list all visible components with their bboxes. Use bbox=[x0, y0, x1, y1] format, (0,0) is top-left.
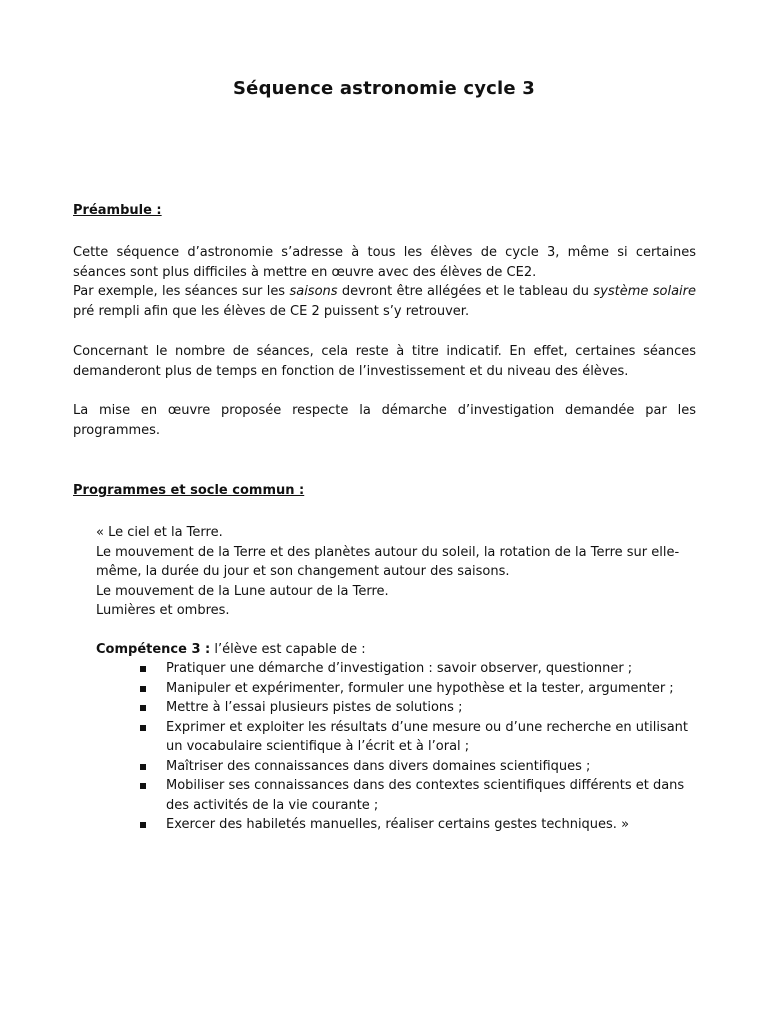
programmes-line: Le mouvement de la Terre et des planètes autour du soleil, la rotation de la Terre sur elle-même, la durée du jour et son changement autour des saisons. bbox=[96, 544, 680, 579]
text-fragment: devront être allégées et le tableau du bbox=[337, 284, 594, 299]
preambule-text-2 bbox=[73, 282, 696, 321]
programmes-line: Lumières et ombres. bbox=[96, 603, 230, 618]
skill-text: Maîtriser des connaissances dans divers domaines scientifiques ; bbox=[166, 758, 591, 774]
list-item bbox=[138, 718, 698, 757]
list-item bbox=[138, 679, 698, 699]
preambule-paragraph-1 bbox=[73, 243, 696, 321]
preambule-text-3: Concernant le nombre de séances, cela reste à titre indicatif. En effet, certaines séances demanderont plus de temps en fonction de l’investissement et du niveau des élèves. bbox=[73, 344, 696, 379]
preambule-text-1: Cette séquence d’astronomie s’adresse à tous les élèves de cycle 3, même si certaines séances sont plus difficiles à mettre en œuvre avec des élèves de CE2. bbox=[73, 245, 696, 280]
competence-line bbox=[96, 640, 366, 660]
bullet-square-icon bbox=[140, 783, 146, 789]
bullet-square-icon bbox=[140, 822, 146, 828]
skill-text: Mobiliser ses connaissances dans des contextes scientifiques différents et dans des activités de la vie courante ; bbox=[166, 778, 685, 813]
bullet-square-icon bbox=[140, 686, 146, 692]
skill-text: Exercer des habiletés manuelles, réaliser certains gestes techniques. » bbox=[166, 817, 630, 832]
document-title: Séquence astronomie cycle 3 bbox=[233, 78, 535, 99]
emphasis-saisons: saisons bbox=[289, 284, 338, 299]
preambule-heading: Préambule : bbox=[73, 203, 162, 218]
programmes-line: Le mouvement de la Lune autour de la Terre. bbox=[96, 583, 389, 599]
skills-list bbox=[138, 659, 698, 835]
programmes-heading: Programmes et socle commun : bbox=[73, 483, 305, 498]
competence-label: Compétence 3 : bbox=[96, 642, 211, 657]
text-fragment: Par exemple, les séances sur les bbox=[73, 284, 290, 299]
competence-text: l’élève est capable de : bbox=[210, 642, 366, 657]
programmes-text bbox=[96, 523, 701, 621]
preambule-paragraph-4 bbox=[73, 401, 696, 440]
bullet-square-icon bbox=[140, 764, 146, 770]
preambule-paragraph-3 bbox=[73, 342, 696, 381]
skill-text: Manipuler et expérimenter, formuler une hypothèse et la tester, argumenter ; bbox=[166, 680, 674, 696]
skill-text: Exprimer et exploiter les résultats d’une mesure ou d’une recherche en utilisant un vocabulaire scientifique à l’écrit et à l’oral ; bbox=[166, 719, 689, 754]
list-item bbox=[138, 757, 698, 777]
emphasis-systeme-solaire: système solaire bbox=[593, 284, 697, 299]
programmes-line: « Le ciel et la Terre. bbox=[96, 525, 223, 540]
list-item bbox=[138, 815, 698, 835]
list-item bbox=[138, 698, 698, 718]
bullet-square-icon bbox=[140, 705, 146, 711]
bullet-square-icon bbox=[140, 666, 146, 672]
text-fragment: pré rempli afin que les élèves de CE 2 puissent s’y retrouver. bbox=[73, 303, 470, 319]
list-item bbox=[138, 776, 698, 815]
bullet-square-icon bbox=[140, 725, 146, 731]
skill-text: Mettre à l’essai plusieurs pistes de solutions ; bbox=[166, 700, 463, 715]
skill-text: Pratiquer une démarche d’investigation : savoir observer, questionner ; bbox=[166, 661, 633, 676]
preambule-text-4: La mise en œuvre proposée respecte la démarche d’investigation demandée par les programmes. bbox=[73, 403, 696, 438]
list-item bbox=[138, 659, 698, 679]
